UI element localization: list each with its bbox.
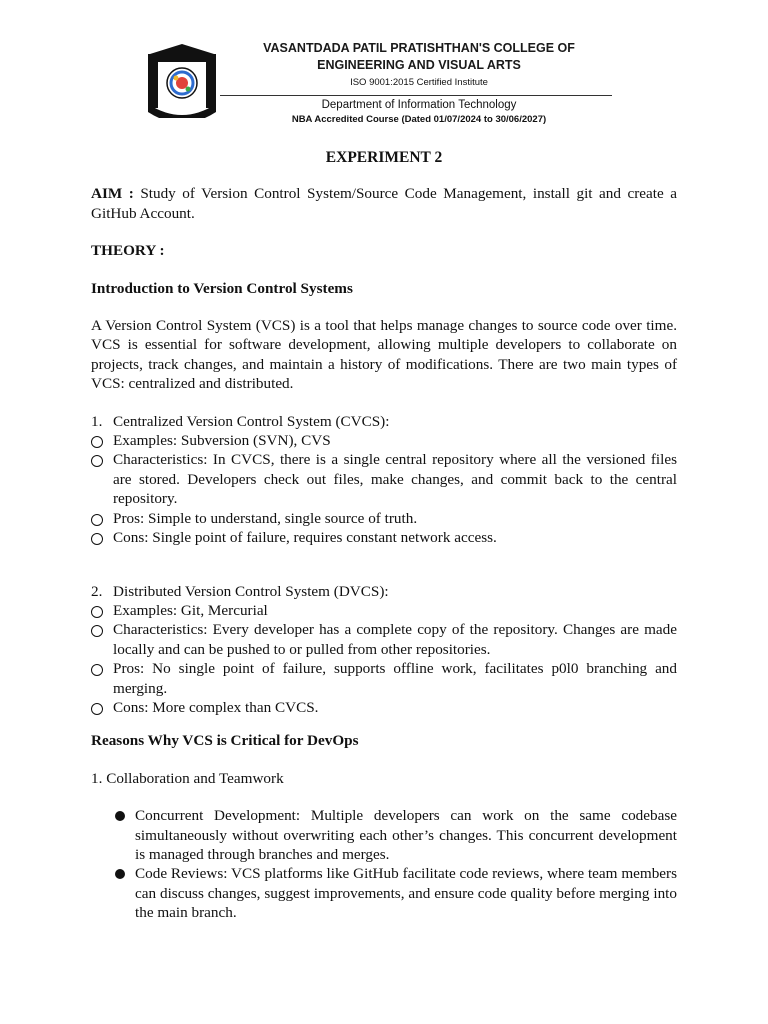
reasons-heading: Reasons Why VCS is Critical for DevOps (91, 732, 359, 750)
college-name-line1: VASANTDADA PATIL PRATISHTHAN'S COLLEGE OF (263, 41, 575, 55)
dvcs-item: Examples: Git, Mercurial (113, 601, 268, 619)
filled-bullet-icon (115, 869, 125, 879)
college-name-line2: ENGINEERING AND VISUAL ARTS (317, 58, 521, 72)
list-item (91, 431, 677, 450)
header-divider (220, 95, 612, 96)
circle-bullet-icon (91, 455, 103, 467)
aim-text: Study of Version Control System/Source Code Management, install git and create a GitHub Account. (91, 185, 677, 222)
cvcs-item: Examples: Subversion (SVN), CVS (113, 432, 331, 450)
college-header (140, 40, 620, 130)
dvcs-heading: Distributed Version Control System (DVCS): (113, 582, 389, 600)
dvcs-item: Cons: More complex than CVCS. (113, 698, 319, 716)
list-item (113, 806, 677, 864)
circle-bullet-icon (91, 514, 103, 526)
circle-bullet-icon (91, 625, 103, 637)
list-item (91, 601, 677, 620)
list-item (113, 864, 677, 922)
collaboration-list (113, 806, 677, 922)
list-number: 1. (91, 412, 103, 430)
dvcs-heading-item (91, 582, 677, 601)
list-number: 2. (91, 582, 103, 600)
circle-bullet-icon (91, 664, 103, 676)
cvcs-list (91, 412, 677, 548)
list-item (91, 509, 677, 528)
dvcs-list (91, 582, 677, 718)
collaboration-heading: 1. Collaboration and Teamwork (91, 769, 284, 787)
dvcs-item: Characteristics: Every developer has a complete copy of the repository. Changes are made locally and can be pushed to or pulled from other repositories. (113, 621, 677, 658)
circle-bullet-icon (91, 606, 103, 618)
collab-item: Code Reviews: VCS platforms like GitHub facilitate code reviews, where team members can discuss changes, suggest improvements, and ensure code quality before merging into the main branch. (135, 865, 677, 922)
list-item (91, 528, 677, 547)
intro-paragraph: A Version Control System (VCS) is a tool that helps manage changes to source code over time. VCS is essential for software development, allowing multiple developers to collaborate on projects, track changes, and maintain a history of modifications. There are two main types of VCS: centralized and distributed. (91, 317, 677, 393)
experiment-title: EXPERIMENT 2 (325, 149, 443, 166)
cvcs-heading-item (91, 412, 677, 431)
nba-accreditation: NBA Accredited Course (Dated 01/07/2024 to 30/06/2027) (291, 114, 547, 125)
document-body (91, 148, 677, 923)
circle-bullet-icon (91, 436, 103, 448)
collab-item: Concurrent Development: Multiple developers can work on the same codebase simultaneously without overwriting each other’s changes. This concurrent development is managed through branches and merges. (135, 807, 677, 863)
college-logo-icon (140, 42, 224, 118)
aim-label: AIM : (91, 185, 134, 203)
list-item (91, 659, 677, 698)
list-item (91, 620, 677, 659)
intro-heading: Introduction to Version Control Systems (91, 279, 353, 297)
filled-bullet-icon (115, 811, 125, 821)
dvcs-item: Pros: No single point of failure, supports offline work, facilitates p0l0 branching and merging. (113, 660, 677, 697)
circle-bullet-icon (91, 533, 103, 545)
iso-certification: ISO 9001:2015 Certified Institute (350, 77, 488, 88)
circle-bullet-icon (91, 703, 103, 715)
cvcs-item: Pros: Simple to understand, single source of truth. (113, 509, 418, 527)
department-name: Department of Information Technology (321, 99, 517, 111)
cvcs-item: Cons: Single point of failure, requires constant network access. (113, 529, 497, 547)
theory-label: THEORY : (91, 242, 165, 260)
college-name (226, 40, 612, 91)
list-item (91, 698, 677, 717)
cvcs-item: Characteristics: In CVCS, there is a single central repository where all the versioned files are stored. Developers check out files, make changes, and commit back to the central repository. (113, 451, 677, 508)
aim-paragraph (91, 184, 677, 223)
list-item (91, 450, 677, 508)
cvcs-heading: Centralized Version Control System (CVCS): (113, 412, 390, 430)
